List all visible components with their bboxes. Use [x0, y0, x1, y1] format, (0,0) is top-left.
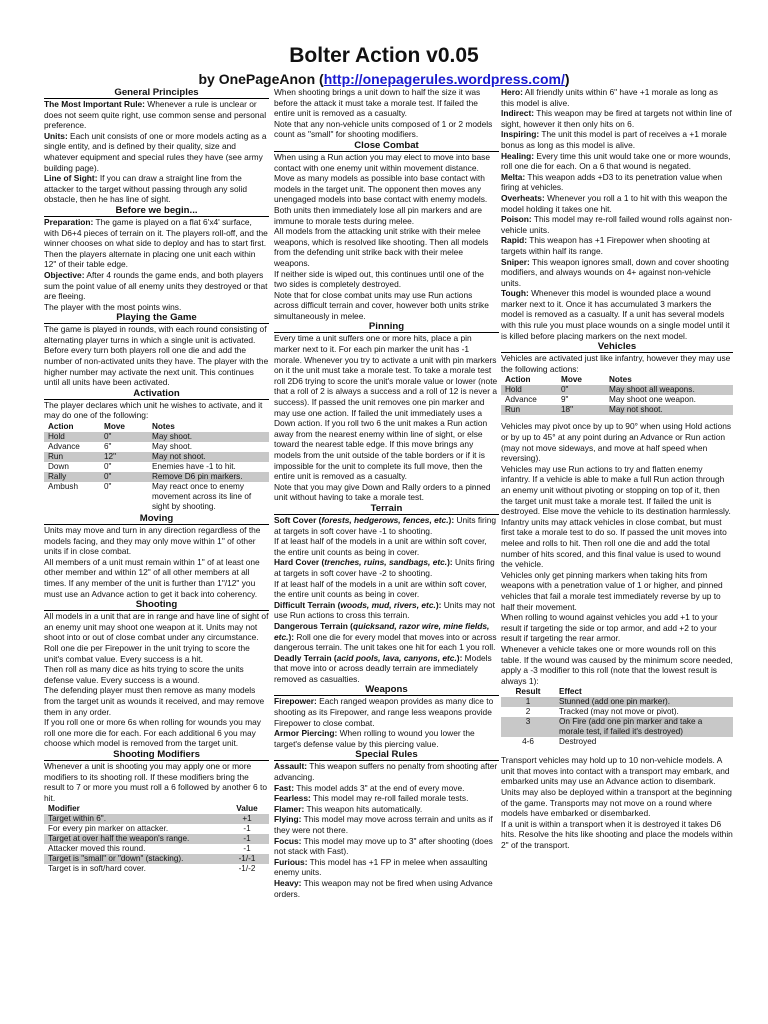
modifier-table	[44, 804, 269, 874]
rule-vehicle-damage: Whenever a vehicle takes one or more wounds roll on this table. If the wound was caused by the minimum score needed, apply a -3 modifier to this roll (note that the lowest result is always 1):	[501, 643, 733, 686]
rule-fearless: Fearless: This model may re-roll failed morale tests.	[274, 793, 469, 804]
rule-inspiring: Inspiring: The unit this model is part of receives a +1 morale bonus as long as this model is alive.	[501, 129, 727, 150]
rule-difficult-terrain: Difficult Terrain (woods, mud, rivers, etc.): Units may not use Run actions to cross this terrain.	[274, 599, 495, 621]
rule-hard-cover: Hard Cover (trenches, ruins, sandbags, etc.): Units firing at targets in soft cover have -2 to shooting.	[274, 557, 495, 578]
rule-most-important: The Most Important Rule: Whenever a rule is unclear or does not seem quite right, use common sense and personal preference.	[44, 99, 267, 131]
rule-shooting-wounds: Then roll as many dice as hits trying to score the units defense value. Every success is a wound.	[44, 664, 244, 685]
rule-soft-cover: Soft Cover (forests, hedgerows, fences, etc.): Units firing at targets in soft cover have -1 to shooting.	[274, 514, 497, 536]
table-header: Action	[505, 375, 531, 385]
table-row: Down 0" Enemies have -1 to hit.	[48, 462, 236, 472]
rule-armor-piercing: Armor Piercing: When rolling to wound you lower the target's defense value by this piercing value.	[274, 728, 475, 749]
table-row: For every pin marker on attacker. -1	[48, 824, 251, 834]
rule-dangerous-terrain: Dangerous Terrain (quicksand, razor wire, mine fields, etc.): Roll one die for every model that moves into or across dangerous terrain. The unit takes one hit for each 1 you roll.	[274, 620, 497, 653]
vehicle-actions-table	[501, 375, 733, 415]
rule-shooting-modifiers: Whenever a unit is shooting you may apply one or more modifiers to its shooting roll. If these modifiers bring the result to 7 or more you must roll a 6 followed by another 6 to hit.	[44, 760, 267, 803]
rule-tough: Tough: Whenever this model is wounded place a wound marker next to it. Once it has accumulated 3 markers the model is removed as a casualty. If a unit has several models with this rule you must place wounds on a single model until it is killed before placing markers on the next model.	[501, 288, 730, 341]
table-row: Attacker moved this round. -1	[48, 844, 251, 854]
rule-playing: The game is played in rounds, with each round consisting of alternating player turns in which a single unit is activated. Before every turn both players roll one die and add the number of non-activated units they have. The player with the higher number may activate the next unit. This continues until all units have been activated.	[44, 324, 269, 388]
rule-close-combat-note: Note that for close combat units may use Run actions across difficult terrain and cover, however both units strike simultaneously in melee.	[274, 289, 489, 321]
rule-rapid: Rapid: This weapon has +1 Firepower when shooting at targets within half its range.	[501, 235, 710, 256]
table-header: Move	[561, 375, 582, 385]
rule-line-of-sight: Line of Sight: If you can draw a straight line from the attacker to the target without passing through any solid obstacle, then he has line of sight.	[44, 173, 247, 205]
table-row: Run 18" May not shoot.	[501, 405, 733, 415]
table-row: Target is in soft/hard cover. -1/-2	[48, 864, 256, 874]
rule-vehicles: Vehicles are activated just like infantry, however they may use the following actions:	[501, 353, 731, 374]
rule-vehicle-armor: When rolling to wound against vehicles you add +1 to your result if targeting the side or top armor, and add +2 to your result if targeting the rear armor.	[501, 612, 718, 644]
rule-units: Units: Each unit consists of one or more models acting as a single entity, and is defined by their quality, size and whatever equipment and special rules they have (see army building page).	[44, 130, 267, 173]
heading-before-we-begin: Before we begin...	[44, 205, 269, 217]
byline	[0, 71, 768, 87]
rule-deadly-terrain: Deadly Terrain (acid pools, lava, canyons, etc.): Models that move into or across deadly terrain are immediately removed as casualties.	[274, 652, 492, 684]
rule-objective-win: The player with the most points wins.	[44, 301, 182, 312]
table-row: 4-6 Destroyed	[522, 737, 597, 747]
heading-general-principles: General Principles	[44, 87, 269, 99]
heading-activation: Activation	[44, 388, 269, 400]
damage-result-table	[501, 687, 733, 747]
rule-vehicle-pivot: Vehicles may pivot once by up to 90° when using Hold actions or by up to 45° at any point during an Advance or Run action (may not move sideways, and move at half speed when reversing).	[501, 421, 732, 464]
rule-close-combat-continue: If neither side is wiped out, this continues until one of the two sides is completely destroyed.	[274, 268, 484, 290]
rule-pinning: Every time a unit suffers one or more hits, place a pin marker next to it. For each pin marker the unit has -1 morale. Whenever you try to activate a unit with pin markers on it the unit must take a morale test. To take a morale test roll 2D6 trying to score the unit's morale value or lower (note that a roll of 2 is always a success and a roll of 12 is never a success). If passed the unit removes one pin marker and may use one action. If failed the unit immediately uses a Down action. If you roll two 6 the unit makes a Run action away from the nearest enemy within line of sight, or else toward the nearest table edge. If this move brings any models from the unit outside of the table borders or if it is impossible for the unit to complete its full move, then the entire unit is removed as a casualty.	[274, 333, 498, 482]
rule-hero: Hero: All friendly units within 6" have +1 morale as long as this model is alive.	[501, 87, 718, 108]
heading-moving: Moving	[44, 513, 269, 525]
table-header: Effect	[559, 687, 582, 697]
rule-shooting-morale: When shooting brings a unit down to half the size it was before the attack it must take a morale test. If failed the entire unit is removed as a casualty.	[274, 87, 481, 119]
table-header: Move	[104, 422, 125, 432]
rule-preparation: Preparation: The game is played on a flat 6'x4' surface, with D6+4 pieces of terrain on it. The players roll-off, and the winner chooses on what side to deploy and has to start first. Then the players alternate in placing one unit each within 12" of their table edge.	[44, 216, 268, 270]
rule-melta: Melta: This weapon adds +D3 to its penetration value when firing at vehicles.	[501, 171, 723, 193]
rule-soft-cover-half: If at least half of the models in a unit are within soft cover, the entire unit counts as being in cover.	[274, 536, 487, 557]
rule-overheats: Overheats: Whenever you roll a 1 to hit with this weapon the model holding it takes one hit.	[501, 192, 728, 214]
table-header-row	[44, 422, 269, 432]
table-row: Target at over half the weapon's range. -1	[44, 834, 269, 844]
heading-weapons: Weapons	[274, 684, 499, 696]
table-row: Target is "small" or "down" (stacking). -1/-1	[44, 854, 269, 864]
rule-hard-cover-half: If at least half of the models in a unit are within soft cover, the entire unit counts as being in cover.	[274, 578, 487, 600]
activation-table	[44, 422, 269, 512]
heading-playing-the-game: Playing the Game	[44, 312, 269, 324]
website-link[interactable]: http://onepagerules.wordpress.com/	[323, 71, 565, 87]
rule-vehicle-melee: Infantry units may attack vehicles in close combat, but must first take a morale test to do so. If passed the unit moves into melee and rolls to hit. Then roll one die and add the total number of hits scored, and this final value is used to wound the vehicle.	[501, 516, 727, 570]
table-header: Modifier	[48, 804, 80, 814]
rule-focus: Focus: This model may move up to 3" after shooting (does not stack with Fast).	[274, 835, 493, 857]
rule-small-units: Note that any non-vehicle units composed of 1 or 2 models count as "small" for shooting modifiers.	[274, 118, 493, 140]
heading-vehicles: Vehicles	[501, 341, 733, 353]
heading-close-combat: Close Combat	[274, 140, 499, 152]
rule-shooting: All models in a unit that are in range and have line of sight of an enemy unit may shoot one weapon at it. Units may not shoot into or out of close combat under any circumstance.	[44, 611, 269, 643]
table-row: 2 Tracked (may not move or pivot).	[525, 707, 679, 717]
rule-furious: Furious: This model has +1 FP in melee when assaulting enemy units.	[274, 856, 488, 878]
heading-special-rules: Special Rules	[274, 749, 499, 761]
heading-terrain: Terrain	[274, 503, 499, 515]
table-row: 3 On Fire (add one pin marker and take a morale test, if failed it's destroyed)	[501, 717, 733, 737]
rule-assault: Assault: This weapon suffers no penalty from shooting after advancing.	[274, 761, 498, 783]
rule-fast: Fast: This model adds 3" at the end of every move.	[274, 782, 465, 793]
rule-close-combat-strike: All models from the attacking unit strike with their melee weapons, which is resolved like shooting. Then all models from the defending unit strike back with their melee weapons.	[274, 226, 489, 268]
rule-moving: Units may move and turn in any direction regardless of the models facing, and they may only move within 1" of other units if in close combat.	[44, 525, 261, 557]
column-left	[44, 87, 269, 875]
rule-flying: Flying: This model may move across terrain and units as if they were not there.	[274, 814, 493, 835]
table-header: Notes	[152, 422, 175, 432]
rule-objective: Objective: After 4 rounds the game ends, and both players sum the point value of all enemy units they destroyed or that are fleeing.	[44, 269, 268, 302]
table-header: Action	[48, 422, 74, 432]
column-middle	[274, 87, 499, 899]
table-header: Notes	[609, 375, 632, 385]
heading-pinning: Pinning	[274, 321, 499, 333]
table-header-row	[501, 687, 733, 697]
rule-firepower: Firepower: Each ranged weapon provides as many dice to shooting as its Firepower, and range less weapons provide Firepower to close combat.	[274, 696, 494, 728]
byline-prefix: by OnePageAnon (	[198, 71, 324, 87]
table-row: Run 12" May not shoot.	[44, 452, 269, 462]
table-header: Result	[515, 687, 541, 697]
rule-shooting-hits: Roll one die per Firepower in the unit trying to score the unit's combat value. Every success is a hit.	[44, 642, 250, 664]
rule-close-combat-pins: Both units then immediately lose all pin markers and are immune to morale tests during melee.	[274, 204, 483, 226]
rule-vehicle-flatten: Vehicles may use Run actions to try and flatten enemy infantry. If a vehicle is able to make a full Run action through an enemy unit without pivoting or stopping on top of it, then the target unit must take a morale test. If failed the unit is destroyed. Else move the vehicle to its destination harmlessly.	[501, 463, 731, 517]
rule-flamer: Flamer: This weapon hits automatically.	[274, 803, 423, 814]
rule-poison: Poison: This model may re-roll failed wound rolls against non-vehicle units.	[501, 214, 733, 235]
rule-transport-destroyed: If a unit is within a transport when it is destroyed it takes D6 hits. Resolve the hits like shooting and place the models within 2" of the transport.	[501, 818, 733, 851]
table-row: Rally 0" Remove D6 pin markers.	[44, 472, 269, 482]
table-header-row	[501, 375, 733, 385]
table-row: Hold 0" May shoot.	[44, 432, 269, 442]
rule-shooting-remove: The defending player must then remove as many models from the target unit as wounds it received, and may remove them in any order.	[44, 685, 265, 717]
table-row: Advance 6" May shoot.	[48, 442, 193, 452]
table-row: Target within 6". +1	[44, 814, 269, 824]
rule-heavy: Heavy: This weapon may not be fired when using Advance orders.	[274, 877, 493, 899]
heading-shooting: Shooting	[44, 599, 269, 611]
rule-indirect: Indirect: This weapon may be fired at targets not within line of sight, however it then only hits on 6.	[501, 108, 732, 129]
page-title: Bolter Action v0.05	[289, 44, 479, 67]
rule-vehicle-pinning: Vehicles only get pinning markers when taking hits from weapons with a penetration value of 1 or higher, and pinned vehicles that fail a morale test immediately reverse by up to half their movement.	[501, 569, 723, 612]
table-row: 1 Stunned (add one pin marker).	[501, 697, 733, 707]
byline-suffix: )	[564, 71, 570, 87]
rule-shooting-sixes: If you roll one or more 6s when rolling for wounds you may roll one more die for each. For each additional 6 you may choose which model is removed from the target unit.	[44, 717, 261, 749]
rule-close-combat: When using a Run action you may elect to move into base contact with one enemy unit within movement distance. Move as many models as possible into base contact with models in the target unit. The opponent then moves any unengaged models into base contact with enemy models.	[274, 151, 491, 205]
rule-moving-coherency: All members of a unit must remain within 1" of at least one other member and within 12" of all other members at all times. If any member of the unit is further than 1"/12" you must use an Advance action to get it back into coherency.	[44, 556, 260, 599]
column-right	[501, 87, 733, 851]
heading-shooting-modifiers: Shooting Modifiers	[44, 749, 269, 761]
table-header-row	[44, 804, 269, 814]
table-row: Hold 0" May shoot all weapons.	[501, 385, 733, 395]
table-header: Value	[236, 804, 258, 814]
rule-healing: Healing: Every time this unit would take one or more wounds, roll one die for each. On a 6 that wound is negated.	[501, 150, 731, 172]
table-row: Advance 9" May shoot one weapon.	[505, 395, 696, 405]
rule-pinning-note: Note that you may give Down and Rally orders to a pinned unit without having to take a morale test.	[274, 481, 491, 503]
rule-activation: The player declares which unit he wishes to activate, and it may do one of the following:	[44, 399, 263, 421]
table-row: Ambush 0" May react once to enemy movement across its line of sight by shooting.	[48, 482, 252, 512]
rule-transport: Transport vehicles may hold up to 10 non-vehicle models. A unit that moves into contact with a transport may embark, and embarked units may use an Advance action to disembark. Units may also be deployed within a transport at the beginning of the game. Transports may not move on a round where models have embarked or disembarked.	[501, 755, 732, 819]
rule-sniper: Sniper: This weapon ignores small, down and cover shooting modifiers, and always wounds on 4+ against non-vehicle units.	[501, 256, 729, 288]
